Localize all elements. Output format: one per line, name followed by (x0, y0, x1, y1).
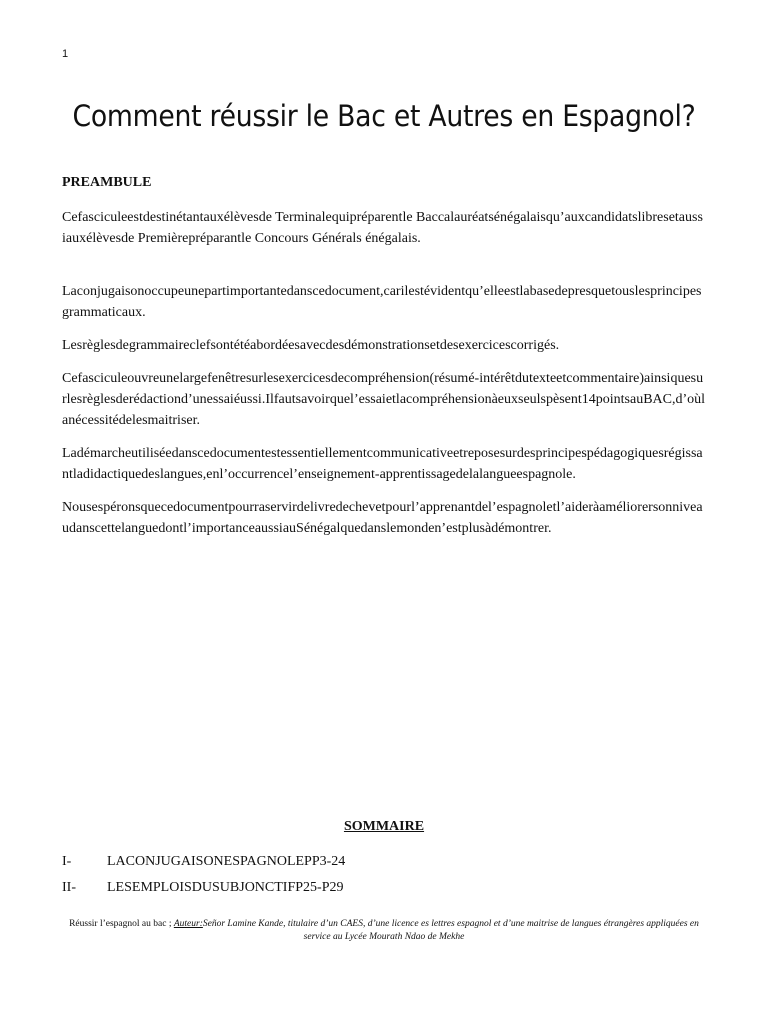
document-title: Comment réussir le Bac et Autres en Espagnol? (72, 99, 696, 133)
preamble-paragraph-6: Nousespéronsquecedocumentpourraservirdelivredechevetpourl’apprenantdel’espagnoletl’aideràaméliorersonniveaudanscettelanguedontl’importanceaussiauSénégalquedanslemonden’estplusàdémontrer. (62, 500, 703, 536)
footer-prefix: Réussir l’espagnol au bac ; (69, 919, 174, 929)
toc-item (62, 878, 343, 898)
preamble-paragraph-4: Cefasciculeouvreunelargefenêtresurlesexercicesdecompréhension(résumé-intérêtdutexteetcommentaire)ainsiquesurlesrèglesderédactiond’unessaiéussi.Ilfautsavoirquel’essaietlacompréhensionàeuxseulspèsent14pointsauBAC,d’oùlanécessitédelesmaitriser. (62, 371, 706, 428)
toc-item-text: LACONJUGAISONESPAGNOLEPP3-24 (107, 854, 346, 869)
sommaire-heading: SOMMAIRE (343, 819, 425, 834)
page-number: 1 (62, 48, 69, 60)
toc-item (62, 852, 345, 872)
toc-item-text: LESEMPLOISDUSUBJONCTIFP25-P29 (107, 880, 344, 895)
preamble-heading: PREAMBULE (62, 175, 152, 190)
footer-author-label: Auteur: (173, 919, 203, 929)
toc-item-number: II- (62, 880, 76, 895)
preamble-paragraph-3: Lesrèglesdegrammaireclefsontétéabordéesavecdesdémonstrationsetdesexercicescorrigés. (62, 338, 560, 353)
page-footer (62, 918, 706, 944)
preamble-paragraph-1: Cefasciculeestdestinétantauxélèvesde Terminalequipréparentle Baccalauréatsénégalaisqu’auxcandidatslibresetaussiauxélèvesde Premièrepréparantle Concours Générals énégalais. (62, 210, 703, 246)
toc-item-number: I- (62, 854, 72, 869)
preamble-paragraph-5: Ladémarcheutiliséedanscedocumentestessentiellementcommunicativeetreposesurdesprincipespédagogiquesrégissantladidactiquedeslangues,enl’occurrencel’enseignement-apprentissagedelalangueespagnole. (62, 446, 703, 482)
footer-author-text: Señor Lamine Kande, titulaire d’un CAES, d’une licence es lettres espagnol et d’une maitrise de langues étrangères appliquées en service au Lycée Mourath Ndao de Mekhe (202, 919, 699, 942)
preamble-paragraph-2: Laconjugaisonoccupeunepartimportantedanscedocument,carilestévidentqu’elleestlabasedepresquetouslesprincipesgrammaticaux. (62, 284, 702, 320)
